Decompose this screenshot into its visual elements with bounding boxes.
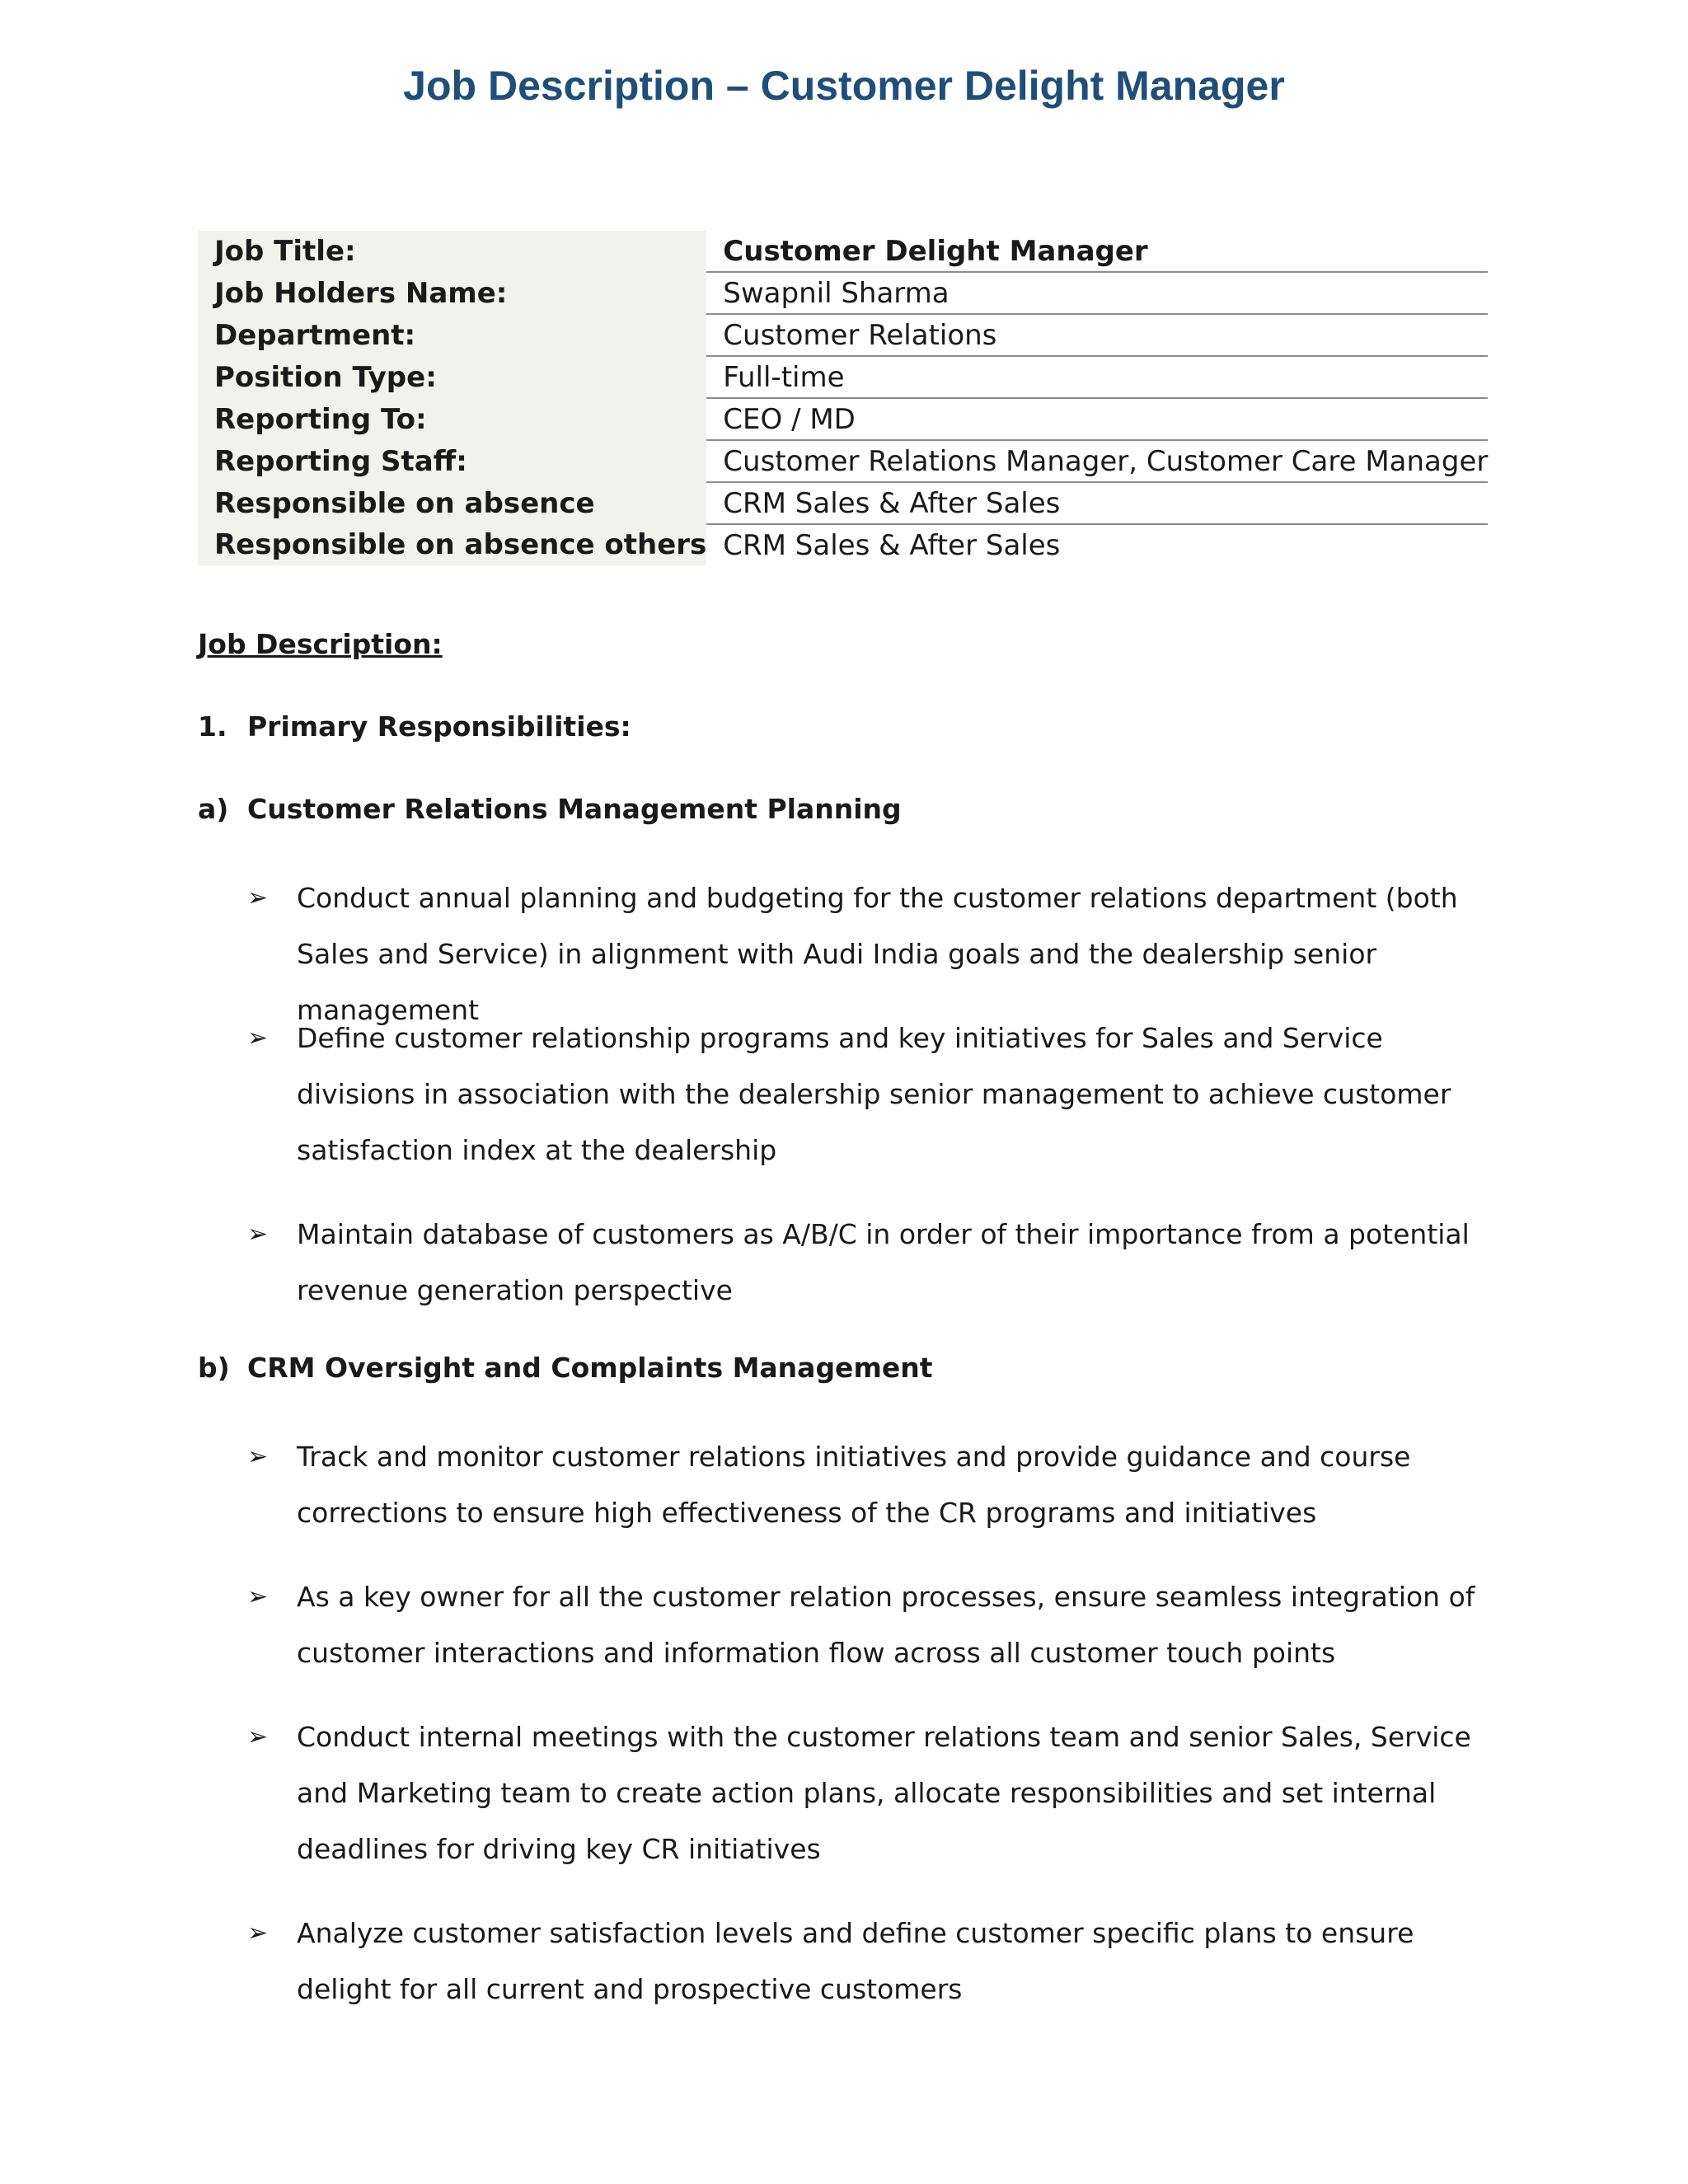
field-value: CRM Sales & After Sales (723, 528, 1061, 562)
job-info-table (198, 231, 1488, 565)
list-item-text: Conduct annual planning and budgeting for the customer relations department (both Sales and Service) in alignment with Audi India goals and the dealership senior management (297, 882, 1458, 1026)
table-row (198, 398, 1488, 440)
list-item-text: As a key owner for all the customer relation processes, ensure seamless integration of customer interactions and information flow across all customer touch points (297, 1581, 1475, 1669)
section-label: CRM Oversight and Complaints Management (247, 1352, 933, 1384)
list-item (247, 1569, 1500, 1681)
field-label: Job Title: (198, 231, 706, 272)
list-item (247, 1905, 1500, 2018)
field-value: CEO / MD (706, 398, 1488, 440)
field-value: Customer Delight Manager (706, 231, 1488, 272)
field-label: Responsible on absence others (198, 524, 706, 565)
document-title: Job Description – Customer Delight Manager (403, 63, 1285, 109)
list-item-text: Maintain database of customers as A/B/C in order of their importance from a potential revenue generation perspective (297, 1218, 1470, 1306)
list-item-text: Track and monitor customer relations initiatives and provide guidance and course corrections to ensure high effectiveness of the CR programs and initiatives (297, 1441, 1411, 1529)
section-label: Primary Responsibilities: (247, 710, 631, 743)
list-item-text: Analyze customer satisfaction levels and define customer specific plans to ensure delight for all current and prospective customers (297, 1917, 1414, 2005)
field-value: Customer Relations (706, 314, 1488, 356)
table-row (198, 356, 1488, 398)
arrow-bullet-icon: ➢ (247, 1024, 269, 1052)
field-label: Reporting To: (198, 398, 706, 440)
table-row (198, 314, 1488, 356)
arrow-bullet-icon: ➢ (247, 1442, 269, 1471)
arrow-bullet-icon: ➢ (247, 1919, 269, 1947)
list-item (247, 1709, 1500, 1877)
field-label: Department: (198, 314, 706, 356)
list-item-text: Define customer relationship programs and key initiatives for Sales and Service divisions in association with the dealership senior management to achieve customer satisfaction index at the dealership (297, 1022, 1451, 1166)
arrow-bullet-icon: ➢ (247, 1582, 269, 1611)
field-value: CRM Sales & After Sales (706, 482, 1488, 524)
list-item-text: Conduct internal meetings with the customer relations team and senior Sales, Service and Marketing team to create action plans, allocate responsibilities and set internal deadlines for driving key CR initiatives (297, 1721, 1471, 1865)
table-row (198, 231, 1488, 272)
arrow-bullet-icon: ➢ (247, 883, 269, 912)
section-marker: b) (198, 1352, 230, 1384)
list-item (247, 1207, 1500, 1319)
table-row (198, 272, 1488, 314)
field-value: Full-time (706, 356, 1488, 398)
table-row (198, 482, 1488, 524)
field-label: Reporting Staff: (198, 440, 706, 482)
section-b-heading (198, 1352, 932, 1384)
arrow-bullet-icon: ➢ (247, 1220, 269, 1249)
field-value: Customer Relations Manager, Customer Care Manager (706, 440, 1488, 482)
field-label: Job Holders Name: (198, 272, 706, 314)
table-row (198, 524, 1488, 565)
field-label: Position Type: (198, 356, 706, 398)
section-label: Customer Relations Management Planning (247, 793, 902, 825)
primary-responsibilities-heading (198, 710, 631, 743)
section-marker: a) (198, 793, 229, 825)
arrow-bullet-icon: ➢ (247, 1722, 269, 1751)
section-number: 1. (198, 710, 227, 743)
field-label: Responsible on absence (198, 482, 706, 524)
field-value: Swapnil Sharma (706, 272, 1488, 314)
section-a-heading (198, 793, 902, 825)
list-item (247, 1010, 1500, 1179)
table-row (198, 440, 1488, 482)
list-item (247, 1429, 1500, 1541)
job-description-heading: Job Description: (198, 628, 443, 660)
